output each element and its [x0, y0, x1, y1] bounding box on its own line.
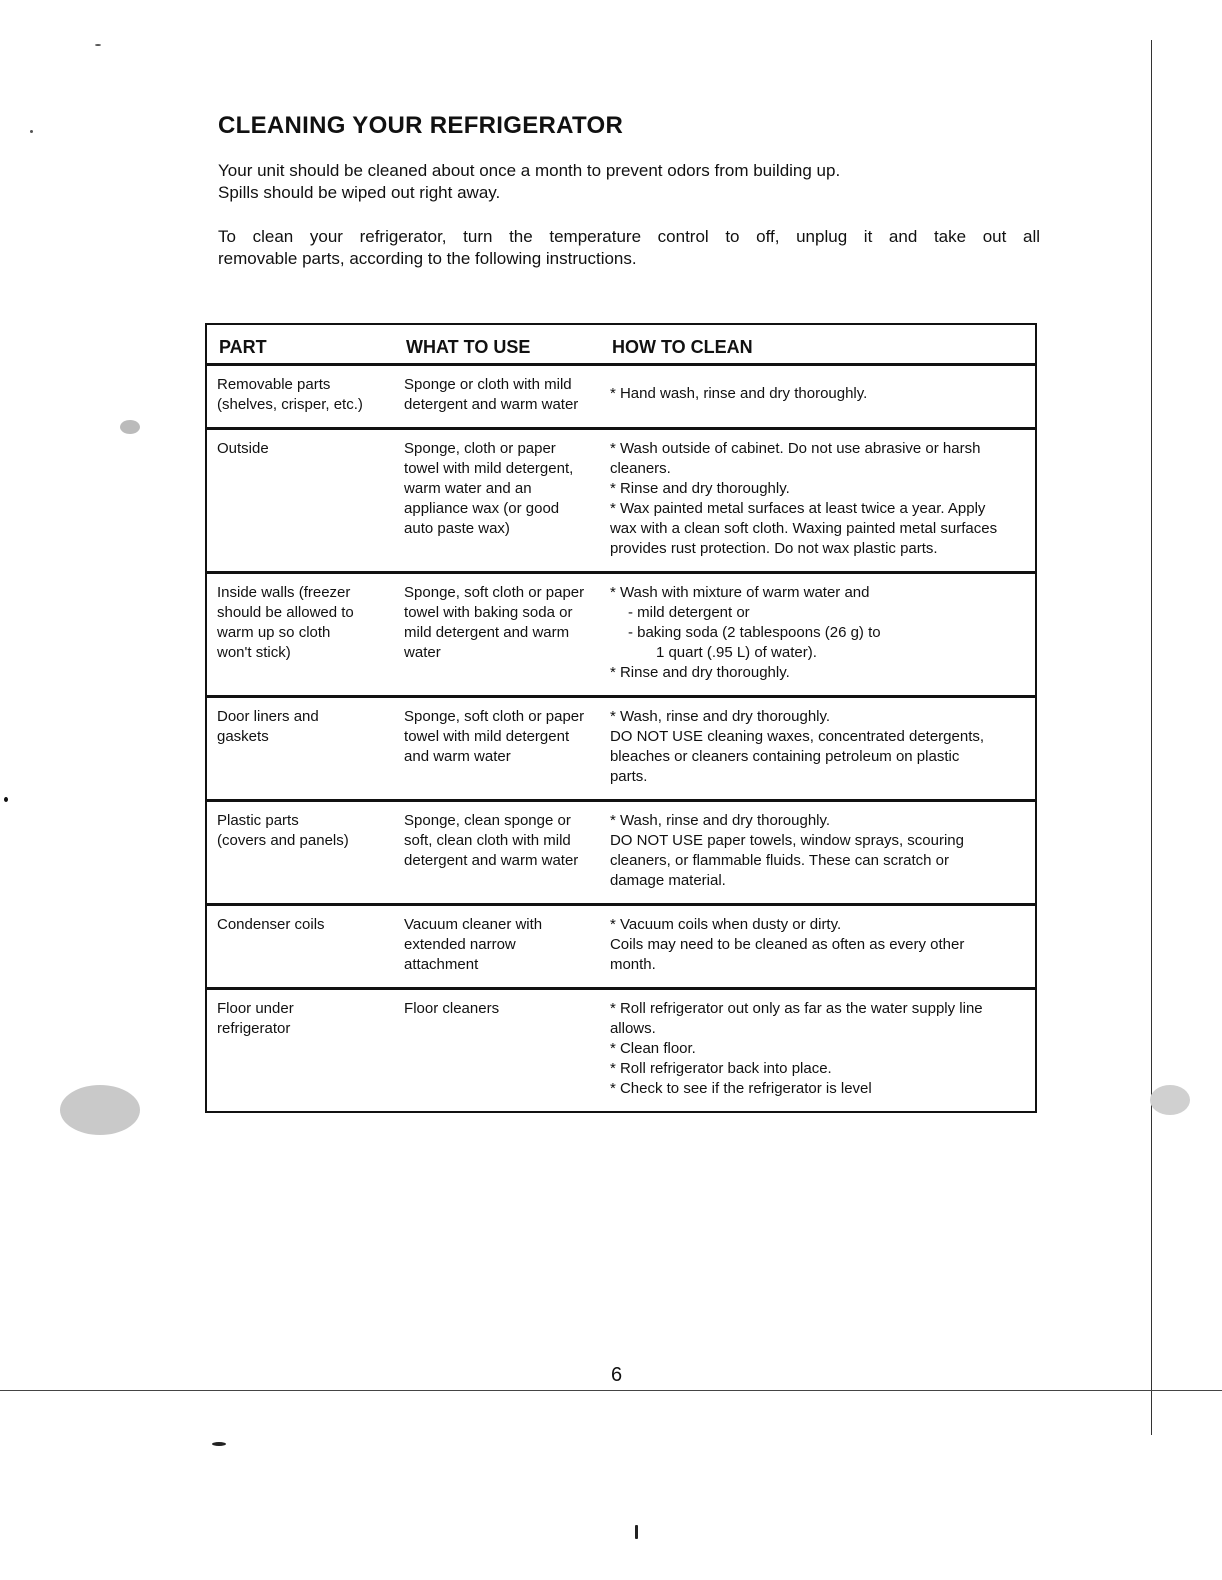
- cell-text: provides rust protection. Do not wax plastic parts.: [609, 540, 938, 557]
- cell-text: (covers and panels): [217, 832, 349, 849]
- scan-speck: [30, 130, 33, 133]
- cell-text: * Clean floor.: [609, 1040, 696, 1057]
- table-row: [206, 429, 1036, 573]
- cell-text: won't stick): [217, 644, 291, 661]
- table-row: [206, 365, 1036, 429]
- cell-how-to-clean: [600, 905, 1036, 989]
- cell-what-to-use: [394, 365, 600, 429]
- cell-text: DO NOT USE cleaning waxes, concentrated detergents,: [609, 728, 985, 745]
- cell-text: - baking soda (2 tablespoons (26 g) to: [627, 624, 881, 641]
- cell-how-to-clean: [600, 365, 1036, 429]
- cell-text: * Hand wash, rinse and dry thoroughly.: [609, 385, 868, 402]
- page-title: CLEANING YOUR REFRIGERATOR: [218, 112, 624, 139]
- cell-text: towel with baking soda or: [404, 604, 573, 621]
- cell-what-to-use: [394, 697, 600, 801]
- cell-text: Outside: [217, 440, 269, 457]
- cell-part: [206, 573, 394, 697]
- cell-part: [206, 697, 394, 801]
- scan-speck: [212, 1442, 226, 1446]
- cell-what-to-use: [394, 801, 600, 905]
- cell-text: detergent and warm water: [404, 396, 579, 413]
- cell-text: detergent and warm water: [404, 852, 579, 869]
- cell-text: Inside walls (freezer: [217, 584, 351, 601]
- cell-text: water: [404, 644, 441, 661]
- cell-text: towel with mild detergent,: [404, 460, 574, 477]
- cell-text: wax with a clean soft cloth. Waxing painted metal surfaces: [609, 520, 998, 537]
- intro-line-3: To clean your refrigerator, turn the temperature control to off, unplug it and take out all: [218, 227, 1040, 246]
- cell-text: (shelves, crisper, etc.): [217, 396, 363, 413]
- intro-line-2: Spills should be wiped out right away.: [218, 183, 501, 202]
- cell-text: mild detergent and warm: [404, 624, 570, 641]
- cell-text: Sponge or cloth with mild: [404, 376, 572, 393]
- cell-text: month.: [609, 956, 656, 973]
- cell-text: Condenser coils: [217, 916, 325, 933]
- cell-what-to-use: [394, 989, 600, 1113]
- cell-text: - mild detergent or: [627, 604, 750, 621]
- cell-what-to-use: [394, 573, 600, 697]
- cell-text: * Wash, rinse and dry thoroughly.: [609, 708, 831, 725]
- cell-text: Floor under: [217, 1000, 294, 1017]
- cleaning-table: [205, 323, 1037, 1113]
- cell-text: auto paste wax): [404, 520, 510, 537]
- page-number: 6: [611, 1364, 623, 1386]
- cell-text: parts.: [609, 768, 648, 785]
- cell-text: * Wash with mixture of warm water and: [609, 584, 870, 601]
- table-header-row: [206, 324, 1036, 365]
- cell-part: [206, 905, 394, 989]
- intro-line-1: Your unit should be cleaned about once a month to prevent odors from building up.: [218, 161, 841, 180]
- cell-text: warm water and an: [404, 480, 532, 497]
- table-row: [206, 801, 1036, 905]
- cell-text: warm up so cloth: [217, 624, 331, 641]
- table-row: [206, 989, 1036, 1113]
- cell-text: * Roll refrigerator back into place.: [609, 1060, 832, 1077]
- scan-speck: [60, 1085, 140, 1135]
- page-bottom-rule: [0, 1390, 1222, 1391]
- cell-text: allows.: [609, 1020, 656, 1037]
- cell-text: bleaches or cleaners containing petroleum on plastic: [609, 748, 960, 765]
- cell-text: DO NOT USE paper towels, window sprays, scouring: [609, 832, 964, 849]
- cell-text: * Check to see if the refrigerator is level: [609, 1080, 872, 1097]
- cell-text: * Vacuum coils when dusty or dirty.: [609, 916, 842, 933]
- table-row: [206, 573, 1036, 697]
- scan-speck: [635, 1525, 638, 1539]
- scan-speck: [1150, 1085, 1190, 1115]
- cell-how-to-clean: [600, 573, 1036, 697]
- cell-text: towel with mild detergent: [404, 728, 570, 745]
- cell-how-to-clean: [600, 697, 1036, 801]
- intro-paragraph-1: [218, 160, 1040, 204]
- cell-text: Door liners and: [217, 708, 319, 725]
- cell-text: extended narrow: [404, 936, 516, 953]
- cell-text: appliance wax (or good: [404, 500, 560, 517]
- cell-text: * Wax painted metal surfaces at least twice a year. Apply: [609, 500, 986, 517]
- cell-text: Coils may need to be cleaned as often as every other: [609, 936, 965, 953]
- intro-line-4: removable parts, according to the following instructions.: [218, 249, 637, 268]
- cell-text: Sponge, clean sponge or: [404, 812, 571, 829]
- cell-text: gaskets: [217, 728, 269, 745]
- cell-text: * Wash, rinse and dry thoroughly.: [609, 812, 831, 829]
- cell-text: Sponge, soft cloth or paper: [404, 708, 585, 725]
- header-what-to-use: WHAT TO USE: [394, 324, 600, 365]
- scan-edge-rule: [1151, 40, 1152, 1435]
- cell-part: [206, 801, 394, 905]
- cell-part: [206, 365, 394, 429]
- cell-text: Vacuum cleaner with: [404, 916, 543, 933]
- cell-text: * Roll refrigerator out only as far as the water supply line: [609, 1000, 983, 1017]
- cell-how-to-clean: [600, 801, 1036, 905]
- cell-text: Plastic parts: [217, 812, 299, 829]
- cell-text: Removable parts: [217, 376, 331, 393]
- intro-paragraph-2: [218, 226, 1040, 270]
- cell-what-to-use: [394, 429, 600, 573]
- cell-text: refrigerator: [217, 1020, 291, 1037]
- cell-how-to-clean: [600, 429, 1036, 573]
- cell-text: soft, clean cloth with mild: [404, 832, 571, 849]
- header-how-to-clean: HOW TO CLEAN: [600, 324, 1036, 365]
- cell-text: attachment: [404, 956, 479, 973]
- cell-text: Sponge, soft cloth or paper: [404, 584, 585, 601]
- table-row: [206, 905, 1036, 989]
- cell-part: [206, 429, 394, 573]
- cell-text: * Rinse and dry thoroughly.: [609, 664, 790, 681]
- cell-text: Sponge, cloth or paper: [404, 440, 556, 457]
- scan-speck: [120, 420, 140, 434]
- cell-text: Floor cleaners: [404, 1000, 500, 1017]
- cell-how-to-clean: [600, 989, 1036, 1113]
- cell-part: [206, 989, 394, 1113]
- cell-text: * Wash outside of cabinet. Do not use abrasive or harsh: [609, 440, 981, 457]
- cell-text: cleaners.: [609, 460, 671, 477]
- cell-text: cleaners, or flammable fluids. These can scratch or: [609, 852, 949, 869]
- cell-text: and warm water: [404, 748, 511, 765]
- header-part: PART: [206, 324, 394, 365]
- scan-speck: [95, 44, 101, 46]
- cell-text: should be allowed to: [217, 604, 354, 621]
- cell-text: * Rinse and dry thoroughly.: [609, 480, 790, 497]
- cell-text: damage material.: [609, 872, 726, 889]
- cell-what-to-use: [394, 905, 600, 989]
- cell-text: 1 quart (.95 L) of water).: [655, 644, 817, 661]
- table-row: [206, 697, 1036, 801]
- scan-speck: [4, 797, 8, 802]
